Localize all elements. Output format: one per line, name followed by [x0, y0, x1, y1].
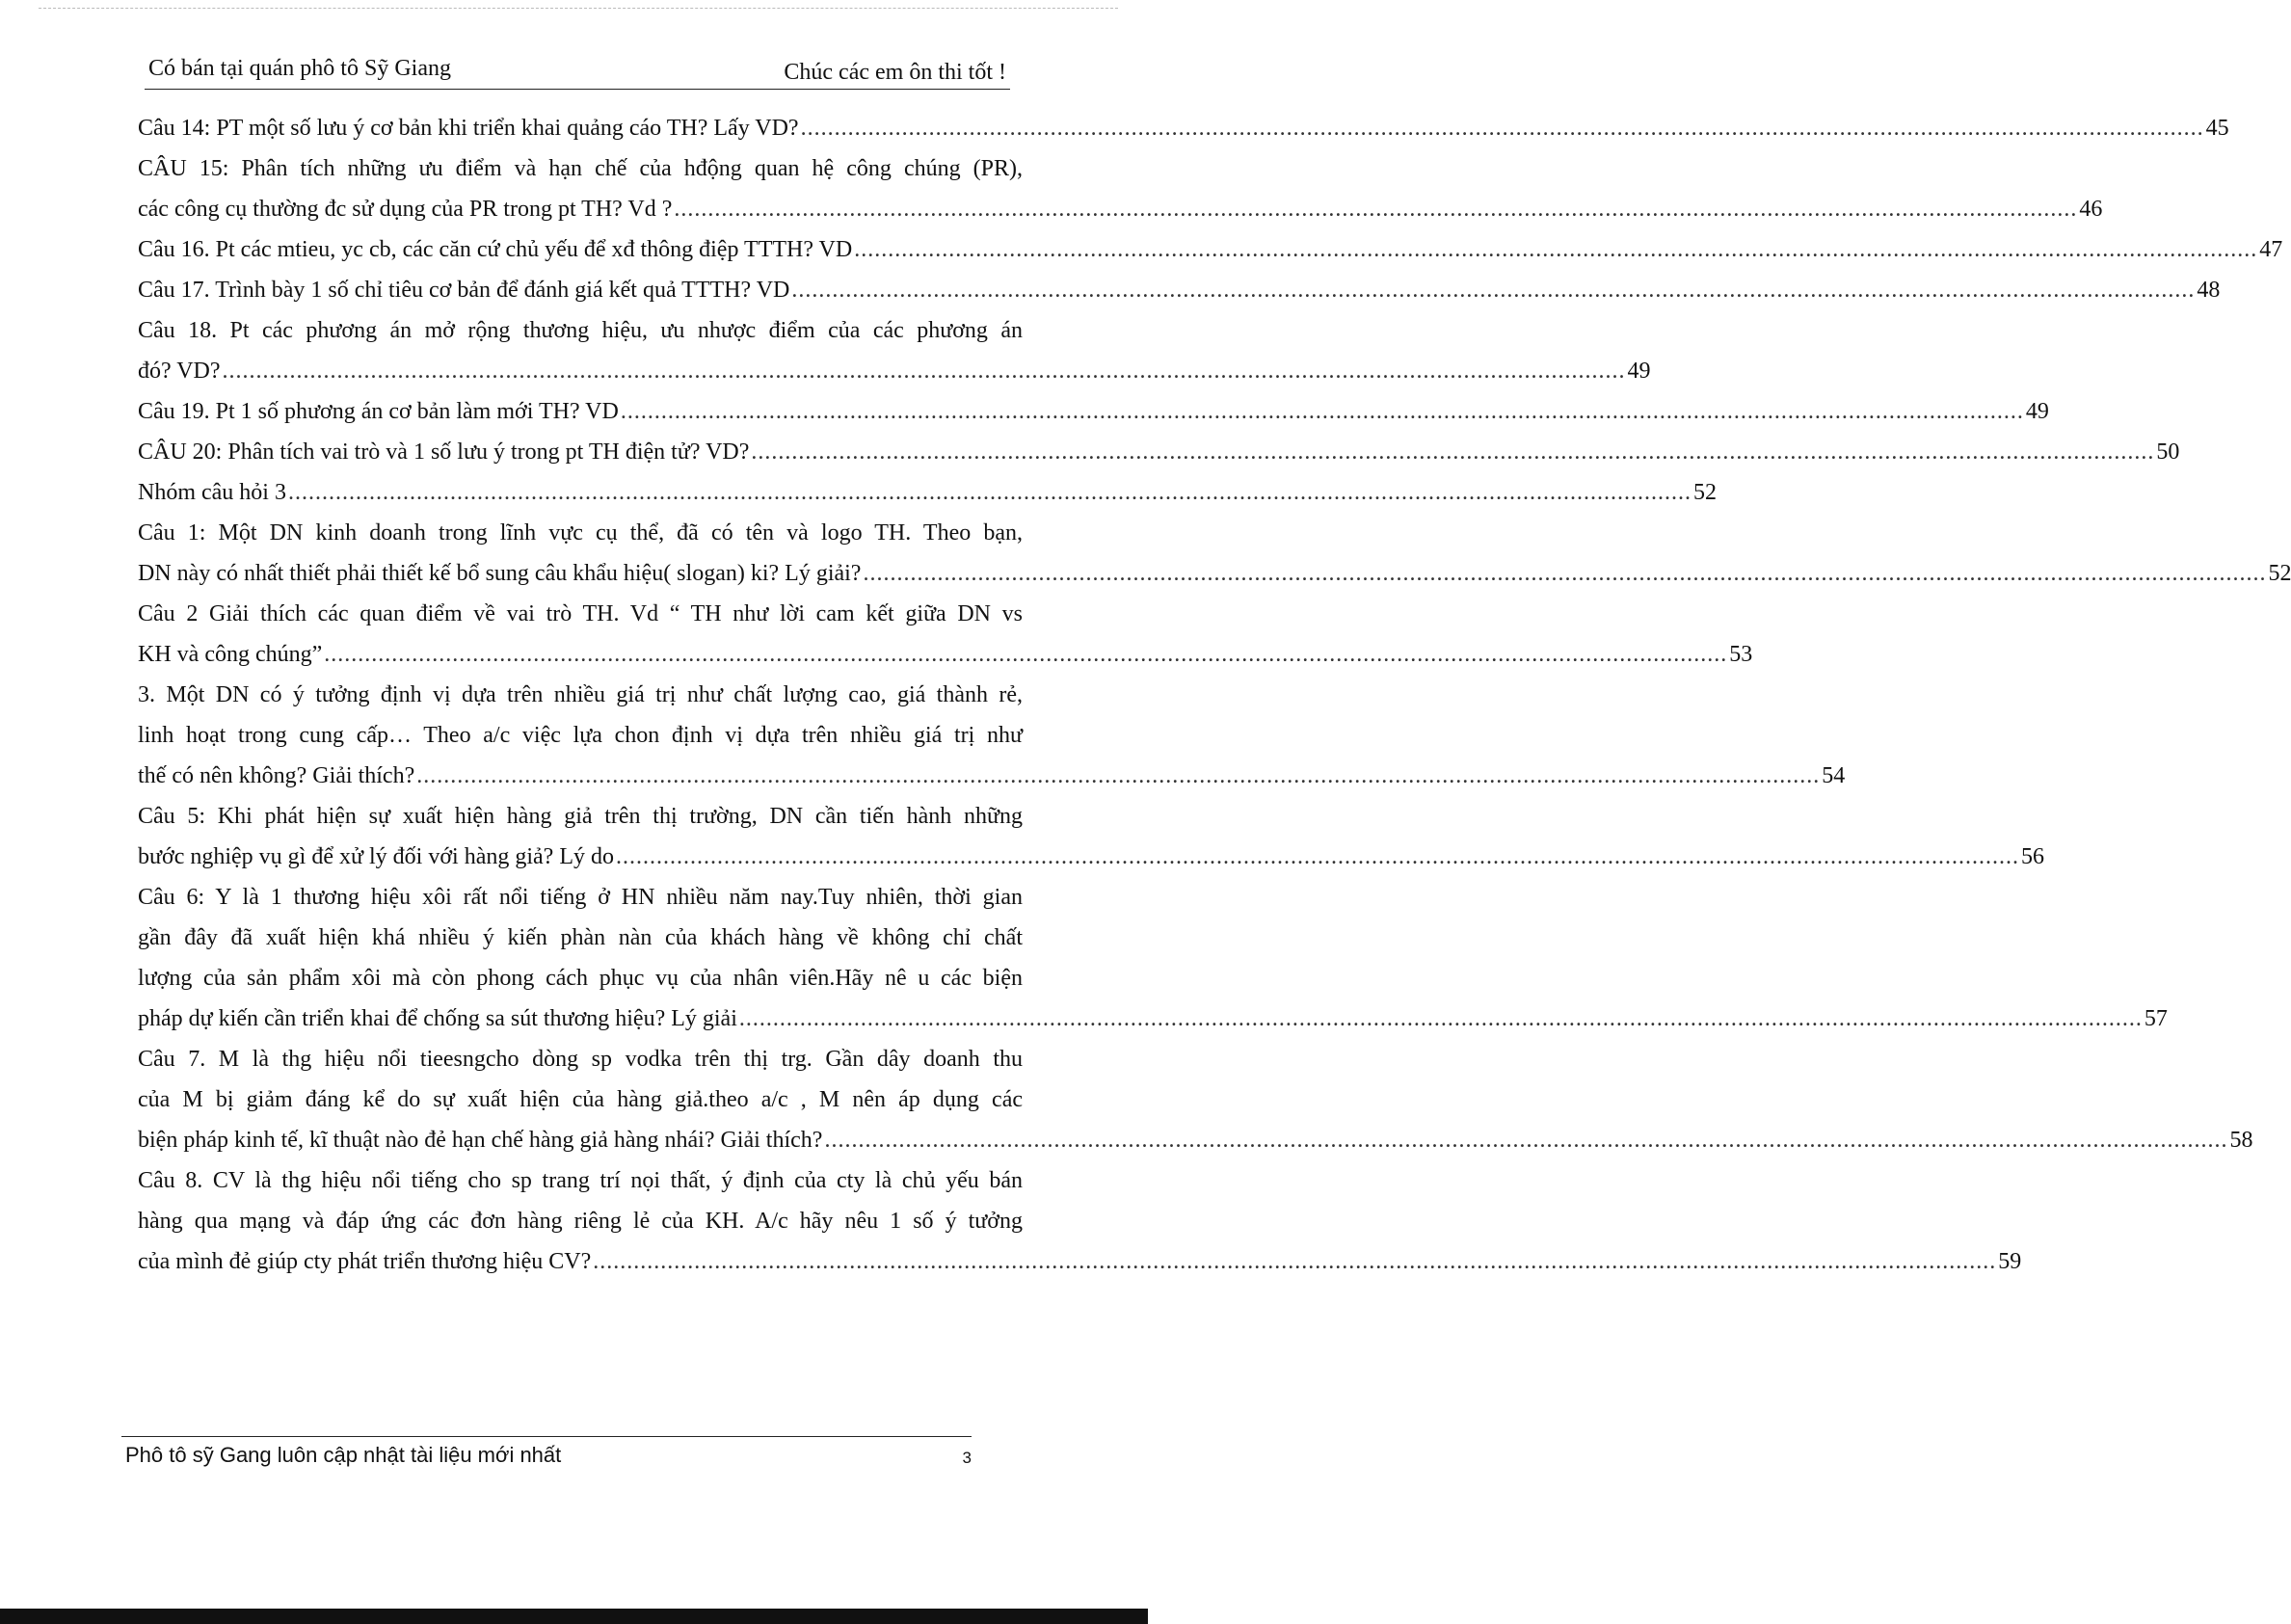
- toc-entry-text: của mình đẻ giúp cty phát triển thương hiệu CV?: [138, 1249, 592, 1274]
- scan-top-rule: [39, 8, 1118, 9]
- toc-entry-text: hàng qua mạng và đáp ứng các đơn hàng riêng lẻ của KH. A/c hãy nêu 1 số ý tưởng: [138, 1209, 1023, 1234]
- toc-entry: [138, 229, 2283, 270]
- toc-page-number: 49: [1627, 359, 1651, 384]
- toc-entry-text: CÂU 15: Phân tích những ưu điểm và hạn chế của hđộng quan hệ công chúng (PR),: [138, 156, 1023, 181]
- toc-line: [138, 918, 1023, 958]
- toc-entry-text: Câu 19. Pt 1 số phương án cơ bản làm mới TH? VD: [138, 399, 619, 424]
- toc-page-number: 49: [2025, 399, 2049, 424]
- toc-entry: [138, 594, 1753, 675]
- toc-entry-text: Câu 17. Trình bày 1 số chỉ tiêu cơ bản để đánh giá kết quả TTTH? VD: [138, 278, 790, 303]
- toc-page-number: 58: [2229, 1128, 2253, 1153]
- toc-page-number: 48: [2197, 278, 2221, 303]
- toc-line: [138, 594, 1023, 634]
- toc-leader-dots: [324, 634, 1727, 675]
- toc-entry: [138, 108, 2229, 148]
- toc-entry-text: các công cụ thường đc sử dụng của PR trong pt TH? Vd ?: [138, 197, 673, 222]
- toc-entry-text: pháp dự kiến cần triển khai để chống sa sút thương hiệu? Lý giải: [138, 1006, 737, 1031]
- toc-entry: [138, 432, 2180, 472]
- toc-entry: [138, 472, 1717, 513]
- toc-line: [138, 877, 1023, 918]
- toc-leader-dots: [824, 1120, 2227, 1160]
- toc-entry-text: Câu 16. Pt các mtieu, yc cb, các căn cứ chủ yếu để xđ thông điệp TTTH? VD: [138, 237, 853, 262]
- toc-entry: [138, 270, 2221, 310]
- toc-line: [138, 1201, 1023, 1241]
- toc-leader-dots: [593, 1241, 1996, 1282]
- toc-entry: [138, 877, 2168, 1039]
- toc-line: [138, 715, 1023, 756]
- toc-entry: [138, 1039, 2253, 1160]
- toc-line: [138, 391, 2049, 432]
- toc-line: [138, 1160, 1023, 1201]
- toc-line: [138, 1079, 1023, 1120]
- toc-entry: [138, 513, 2291, 594]
- toc-entry-text: gần đây đã xuất hiện khá nhiều ý kiến phàn nàn của khách hàng về không chỉ chất: [138, 925, 1023, 950]
- toc-leader-dots: [739, 998, 2143, 1039]
- toc-entry-text: CÂU 20: Phân tích vai trò và 1 số lưu ý trong pt TH điện tử? VD?: [138, 439, 750, 465]
- toc-line: [138, 189, 2103, 229]
- toc-page-number: 50: [2156, 439, 2180, 465]
- toc-entry: [138, 1160, 2022, 1282]
- toc-entry: [138, 148, 2103, 229]
- toc-line: [138, 675, 1023, 715]
- toc-entry-text: Câu 5: Khi phát hiện sự xuất hiện hàng giả trên thị trường, DN cần tiến hành những: [138, 804, 1023, 829]
- toc-entry-text: linh hoạt trong cung cấp… Theo a/c việc lựa chon định vị dựa trên nhiều giá trị như: [138, 723, 1023, 748]
- page-number: 3: [962, 1449, 972, 1467]
- toc-page-number: 46: [2079, 197, 2103, 222]
- toc-entry-text: Câu 6: Y là 1 thương hiệu xôi rất nổi tiếng ở HN nhiều năm nay.Tuy nhiên, thời gian: [138, 885, 1023, 910]
- toc-entry-text: 3. Một DN có ý tưởng định vị dựa trên nhiều giá trị như chất lượng cao, giá thành rẻ,: [138, 682, 1023, 707]
- toc-entry-text: DN này có nhất thiết phải thiết kế bổ sung câu khẩu hiệu( slogan) ki? Lý giải?: [138, 561, 862, 586]
- toc-leader-dots: [416, 756, 1820, 796]
- toc-entry-text: Câu 18. Pt các phương án mở rộng thương hiệu, ưu nhược điểm của các phương án: [138, 318, 1023, 343]
- toc-line: [138, 472, 1717, 513]
- toc-entry: [138, 391, 2049, 432]
- toc-entry-text: lượng của sản phẩm xôi mà còn phong cách phục vụ của nhân viên.Hãy nê u các biện: [138, 966, 1023, 991]
- toc-line: [138, 837, 2044, 877]
- page-header: [145, 56, 1010, 90]
- toc-page-number: 59: [1998, 1249, 2022, 1274]
- toc-entry-text: Nhóm câu hỏi 3: [138, 480, 286, 505]
- toc-line: [138, 513, 1023, 553]
- toc-entry-text: đó? VD?: [138, 359, 221, 384]
- toc-page-number: 52: [2268, 561, 2291, 586]
- toc-leader-dots: [616, 837, 2019, 877]
- toc-leader-dots: [801, 108, 2204, 148]
- footer-note: Phô tô sỹ Gang luôn cập nhật tài liệu mới nhất: [125, 1443, 562, 1467]
- toc-leader-dots: [288, 472, 1692, 513]
- toc-leader-dots: [863, 553, 2266, 594]
- toc-entry-text: Câu 1: Một DN kinh doanh trong lĩnh vực cụ thể, đã có tên và logo TH. Theo bạn,: [138, 520, 1023, 546]
- toc-line: [138, 351, 1651, 391]
- toc-line: [138, 958, 1023, 998]
- toc-page-number: 57: [2144, 1006, 2168, 1031]
- header-greeting: Chúc các em ôn thi tốt !: [784, 60, 1006, 85]
- toc-line: [138, 229, 2283, 270]
- header-shop-note: Có bán tại quán phô tô Sỹ Giang: [148, 56, 451, 81]
- toc-line: [138, 553, 2291, 594]
- toc-entry: [138, 310, 1651, 391]
- toc-entry-text: thế có nên không? Giải thích?: [138, 763, 415, 788]
- toc-leader-dots: [674, 189, 2077, 229]
- toc-line: [138, 270, 2221, 310]
- toc-leader-dots: [751, 432, 2154, 472]
- toc-line: [138, 432, 2180, 472]
- toc-line: [138, 1039, 1023, 1079]
- toc-page-number: 47: [2259, 237, 2283, 262]
- toc-leader-dots: [223, 351, 1626, 391]
- table-of-contents: [138, 108, 2291, 1282]
- toc-line: [138, 796, 1023, 837]
- toc-entry-text: KH và công chúng”: [138, 642, 323, 667]
- toc-line: [138, 1120, 2253, 1160]
- toc-entry-text: Câu 2 Giải thích các quan điểm về vai trò TH. Vd “ TH như lời cam kết giữa DN vs: [138, 601, 1023, 626]
- toc-entry-text: của M bị giảm đáng kể do sự xuất hiện của hàng giả.theo a/c , M nên áp dụng các: [138, 1087, 1023, 1112]
- toc-line: [138, 756, 1846, 796]
- toc-leader-dots: [621, 391, 2024, 432]
- toc-leader-dots: [791, 270, 2195, 310]
- toc-entry-text: Câu 14: PT một số lưu ý cơ bản khi triển khai quảng cáo TH? Lấy VD?: [138, 116, 799, 141]
- toc-entry-text: biện pháp kinh tế, kĩ thuật nào đẻ hạn chế hàng giả hàng nhái? Giải thích?: [138, 1128, 823, 1153]
- toc-entry-text: Câu 7. M là thg hiệu nổi tieesngcho dòng sp vodka trên thị trg. Gần dây doanh thu: [138, 1047, 1023, 1072]
- toc-page-number: 54: [1822, 763, 1846, 788]
- toc-leader-dots: [854, 229, 2257, 270]
- toc-page-number: 53: [1729, 642, 1753, 667]
- toc-page-number: 45: [2205, 116, 2229, 141]
- toc-line: [138, 148, 1023, 189]
- page-footer: [121, 1436, 972, 1467]
- toc-entry: [138, 796, 2044, 877]
- toc-entry-text: bước nghiệp vụ gì để xử lý đối với hàng giả? Lý do: [138, 844, 614, 869]
- toc-line: [138, 634, 1753, 675]
- toc-entry: [138, 675, 1846, 796]
- toc-entry-text: Câu 8. CV là thg hiệu nổi tiếng cho sp trang trí nọi thất, ý định của cty là chủ yếu bán: [138, 1168, 1023, 1193]
- toc-line: [138, 1241, 2022, 1282]
- toc-line: [138, 998, 2168, 1039]
- toc-line: [138, 310, 1023, 351]
- scan-bottom-band: [0, 1609, 1148, 1624]
- toc-line: [138, 108, 2229, 148]
- toc-page-number: 52: [1692, 480, 1717, 505]
- toc-page-number: 56: [2020, 844, 2044, 869]
